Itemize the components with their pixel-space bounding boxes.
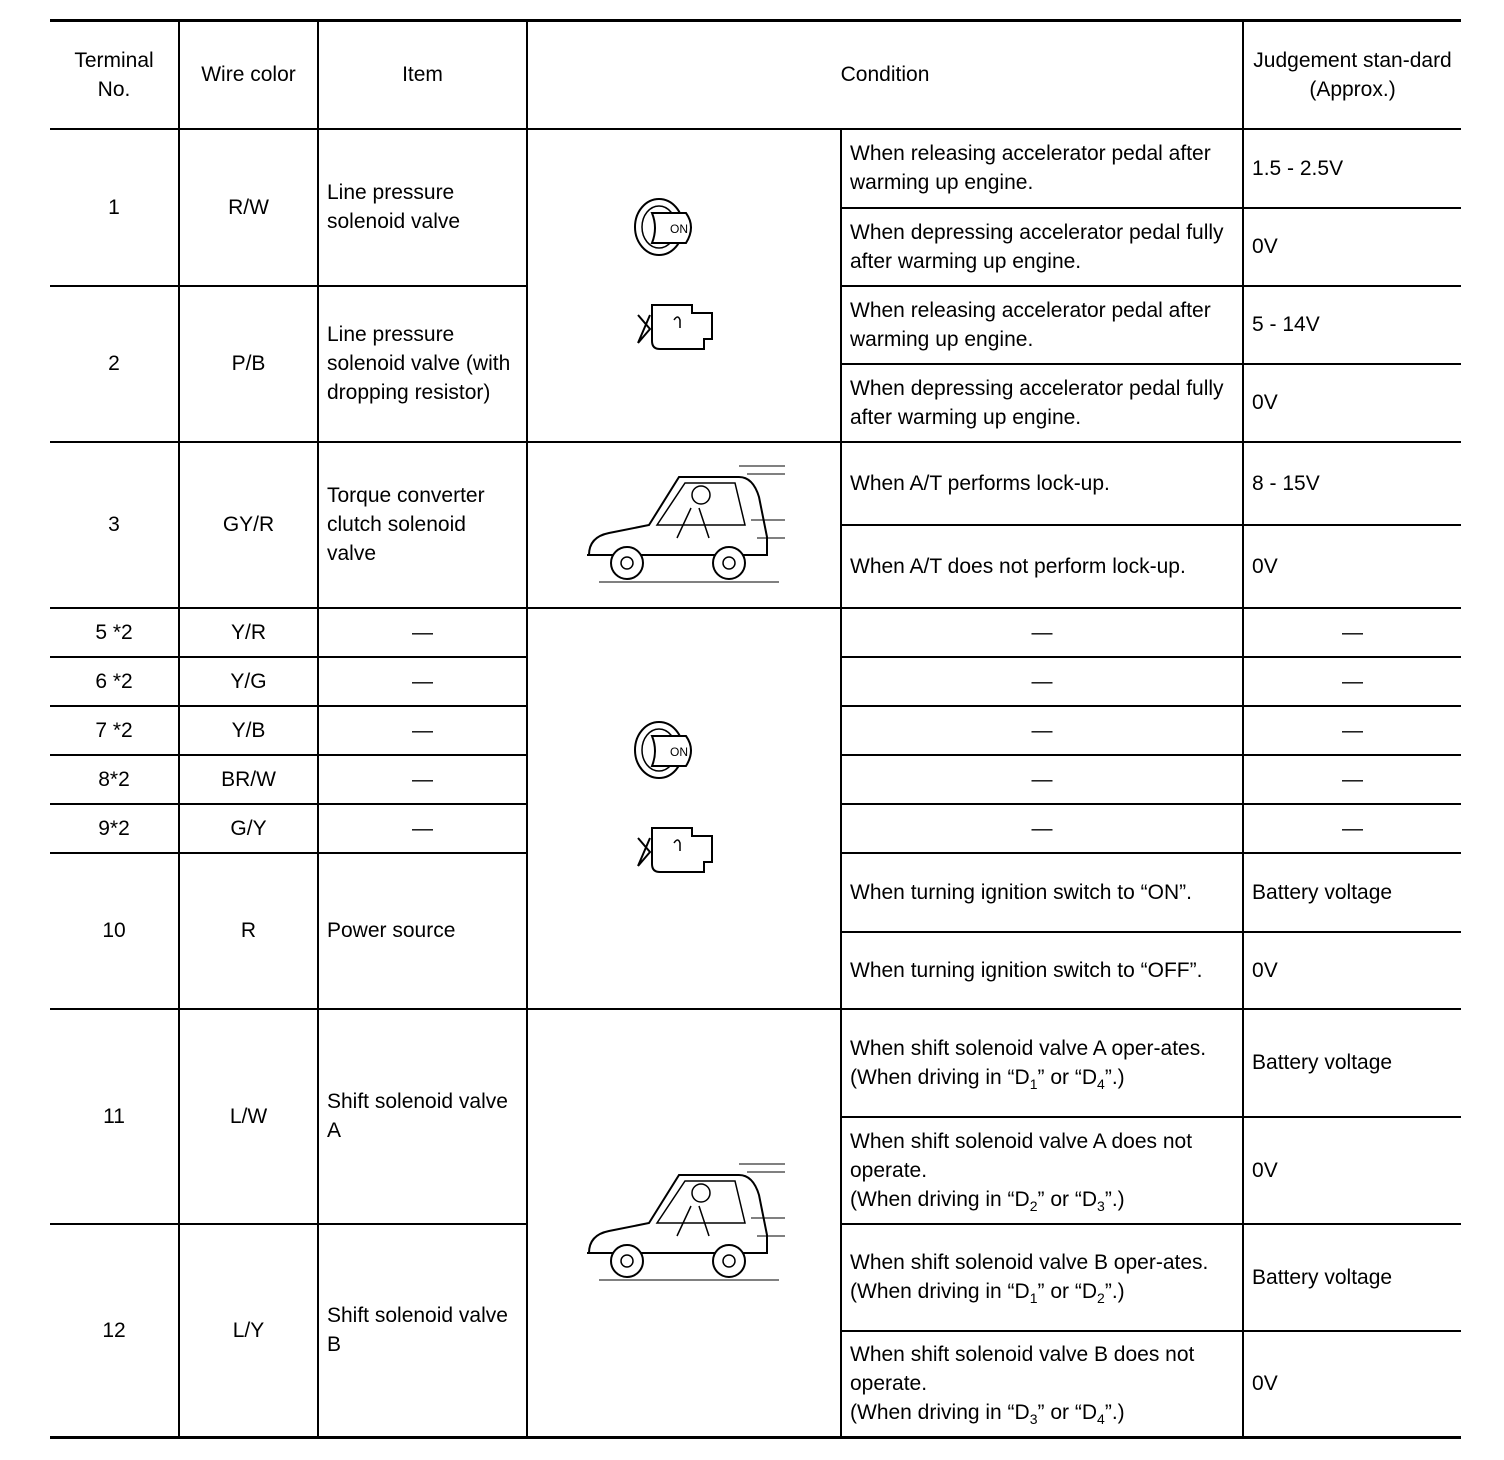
judgement: 1.5 - 2.5V	[1243, 129, 1461, 208]
judgement: Battery voltage	[1243, 1009, 1461, 1117]
condition: —	[841, 706, 1243, 755]
terminal-no: 8*2	[50, 755, 179, 804]
terminal-no: 1	[50, 129, 179, 286]
condition: —	[841, 608, 1243, 657]
item: —	[318, 706, 527, 755]
wire-color: P/B	[179, 286, 318, 442]
judgement: 0V	[1243, 364, 1461, 442]
header-item: Item	[318, 21, 527, 129]
item: —	[318, 608, 527, 657]
item: Shift solenoid valve B	[318, 1224, 527, 1438]
terminal-no: 2	[50, 286, 179, 442]
condition: When A/T performs lock-up.	[841, 442, 1243, 525]
judgement: Battery voltage	[1243, 1224, 1461, 1331]
terminal-no: 12	[50, 1224, 179, 1438]
engine-icon	[624, 285, 744, 375]
item: Power source	[318, 853, 527, 1009]
condition: When releasing accelerator pedal after warming up engine.	[841, 286, 1243, 364]
driving-car-icon-cell	[527, 1009, 841, 1438]
item: Torque converter clutch solenoid valve	[318, 442, 527, 608]
condition: When releasing accelerator pedal after warming up engine.	[841, 129, 1243, 208]
terminal-no: 11	[50, 1009, 179, 1224]
condition	[841, 1009, 1243, 1117]
condition: When turning ignition switch to “ON”.	[841, 853, 1243, 932]
judgement: 0V	[1243, 932, 1461, 1009]
judgement: —	[1243, 657, 1461, 706]
condition	[841, 1331, 1243, 1438]
wire-color: L/Y	[179, 1224, 318, 1438]
terminal-no: 3	[50, 442, 179, 608]
condition: When depressing accelerator pedal fully after warming up engine.	[841, 364, 1243, 442]
wire-color: L/W	[179, 1009, 318, 1224]
condition-note: (When driving in “$D_1$” or “$D_2$”.)	[850, 1280, 1125, 1306]
judgement: 5 - 14V	[1243, 286, 1461, 364]
svg-text:ON: ON	[670, 222, 688, 236]
wire-color: R	[179, 853, 318, 1009]
item: Line pressure solenoid valve (with dropping resistor)	[318, 286, 527, 442]
wire-color: GY/R	[179, 442, 318, 608]
table-row	[50, 608, 1461, 657]
table-row	[50, 129, 1461, 208]
judgement: 0V	[1243, 208, 1461, 286]
driving-car-icon	[579, 1158, 789, 1288]
condition	[841, 1224, 1243, 1331]
item: Line pressure solenoid valve	[318, 129, 527, 286]
wire-color: Y/G	[179, 657, 318, 706]
condition-text: When shift solenoid valve A does not operate.	[850, 1129, 1193, 1182]
header-terminal: Terminal No.	[50, 21, 179, 129]
condition-note: (When driving in “$D_2$” or “$D_3$”.)	[850, 1187, 1125, 1214]
item: —	[318, 804, 527, 853]
judgement: 0V	[1243, 1331, 1461, 1438]
condition: When depressing accelerator pedal fully after warming up engine.	[841, 208, 1243, 286]
condition: —	[841, 804, 1243, 853]
judgement: 0V	[1243, 525, 1461, 608]
terminal-no: 6 *2	[50, 657, 179, 706]
table-row	[50, 442, 1461, 525]
judgement: —	[1243, 804, 1461, 853]
wire-color: G/Y	[179, 804, 318, 853]
terminal-no: 9*2	[50, 804, 179, 853]
driving-car-icon	[579, 460, 789, 590]
condition-note: (When driving in “$D_1$” or “$D_4$”.)	[850, 1065, 1125, 1092]
item: —	[318, 657, 527, 706]
judgement: 0V	[1243, 1117, 1461, 1224]
wire-color: Y/B	[179, 706, 318, 755]
condition: When A/T does not perform lock-up.	[841, 525, 1243, 608]
judgement: 8 - 15V	[1243, 442, 1461, 525]
wire-color: BR/W	[179, 755, 318, 804]
terminal-no: 7 *2	[50, 706, 179, 755]
ignition-engine-icon-cell	[527, 608, 841, 1009]
header-wire-color: Wire color	[179, 21, 318, 129]
wire-color: Y/R	[179, 608, 318, 657]
condition-text: When shift solenoid valve B does not operate.	[850, 1343, 1195, 1396]
wire-color: R/W	[179, 129, 318, 286]
condition: When turning ignition switch to “OFF”.	[841, 932, 1243, 1009]
judgement: —	[1243, 608, 1461, 657]
judgement: —	[1243, 706, 1461, 755]
judgement: Battery voltage	[1243, 853, 1461, 932]
condition-text: When shift solenoid valve B oper-ates.	[850, 1251, 1209, 1274]
terminal-no: 10	[50, 853, 179, 1009]
ignition-engine-icon-cell	[527, 129, 841, 442]
header-judgement: Judgement stan-dard (Approx.)	[1243, 21, 1461, 129]
header-condition: Condition	[527, 21, 1243, 129]
condition-note: (When driving in “$D_3$” or “$D_4$”.)	[850, 1401, 1125, 1428]
condition: —	[841, 755, 1243, 804]
condition	[841, 1117, 1243, 1224]
condition: —	[841, 657, 1243, 706]
driving-car-icon-cell	[527, 442, 841, 608]
terminal-no: 5 *2	[50, 608, 179, 657]
item: Shift solenoid valve A	[318, 1009, 527, 1224]
svg-text:ON: ON	[670, 745, 688, 759]
table-row	[50, 1009, 1461, 1117]
judgement: —	[1243, 755, 1461, 804]
header-row	[50, 21, 1461, 129]
condition-text: When shift solenoid valve A oper-ates.	[850, 1036, 1207, 1060]
item: —	[318, 755, 527, 804]
engine-icon	[624, 808, 744, 898]
terminal-table	[50, 19, 1461, 1439]
